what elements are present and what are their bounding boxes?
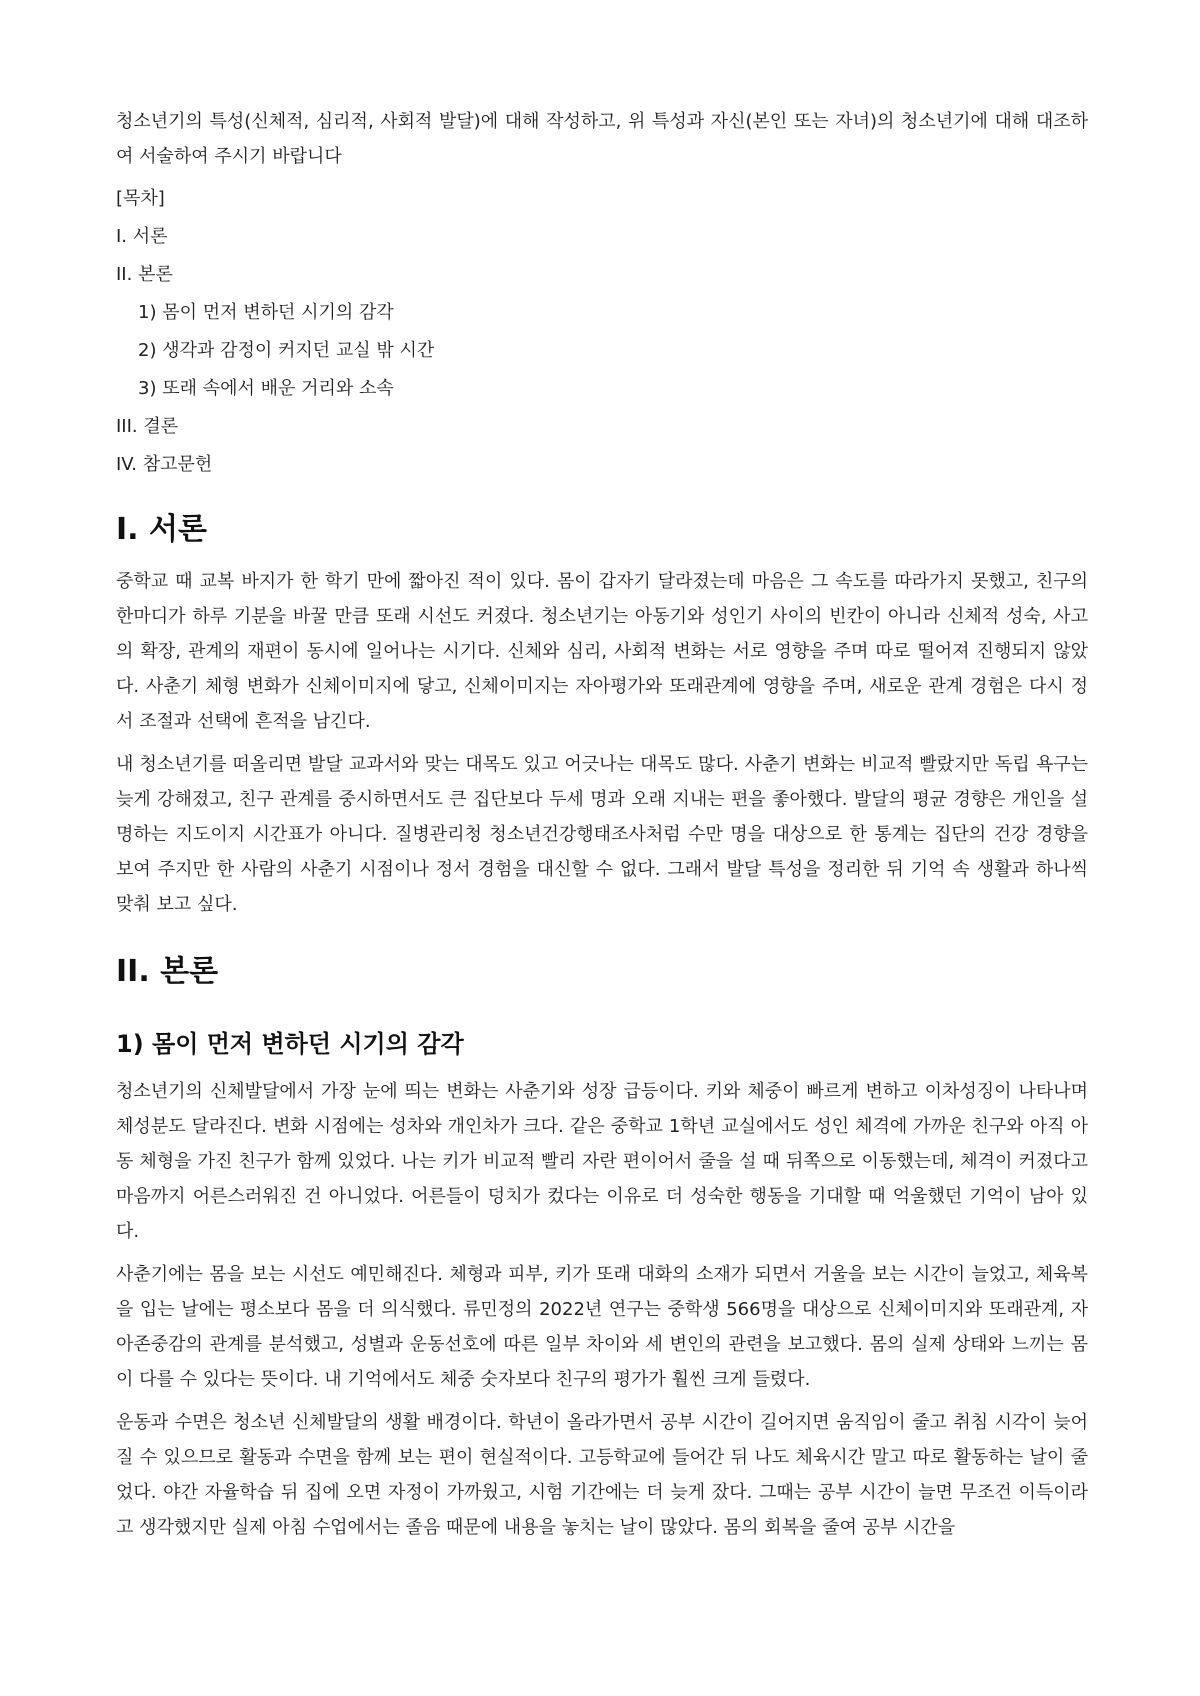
toc-item-body-2: 2) 생각과 감정이 커지던 교실 밖 시간 [138,340,435,361]
section-title-intro: I. 서론 [116,512,207,547]
toc-item-intro: I. 서론 [116,226,168,247]
intro-paragraph: 내 청소년기를 떠올리면 발달 교과서와 맞는 대목도 있고 어긋나는 대목도 많다. 사춘기 변화는 비교적 빨랐지만 독립 욕구는 늦게 강해졌고, 친구 관계를 중시하면서도 큰 집단보다 두세 명과 오래 지내는 편을 좋아했다. 발달의 평균 경향은 개인을 설명하는 지도이지 시간표가 아니다. 질병관리청 청소년건강행태조사처럼 수만 명을 대상으로 한 통계는 집단의 건강 경향을 보여 주지만 한 사람의 사춘기 시점이나 정서 경험을 대신할 수 없다. 그래서 발달 특성을 정리한 뒤 기억 속 생활과 하나씩 맞춰 보고 싶다. [116,754,1088,915]
toc-item-body-1: 1) 몸이 먼저 변하던 시기의 감각 [138,302,394,323]
table-of-contents [116,184,1088,480]
assignment-prompt: 청소년기의 특성(신체적, 심리적, 사회적 발달)에 대해 작성하고, 위 특성과 자신(본인 또는 자녀)의 청소년기에 대해 대조하여 서술하여 주시기 바랍니다 [116,111,1088,167]
body-paragraph: 사춘기에는 몸을 보는 시선도 예민해진다. 체형과 피부, 키가 또래 대화의 소재가 되면서 거울을 보는 시간이 늘었고, 체육복을 입는 날에는 평소보다 몸을 더 의식했다. 류민정의 2022년 연구는 중학생 566명을 대상으로 신체이미지와 또래관계, 자아존중감의 관계를 분석했고, 성별과 운동선호에 따른 일부 차이와 세 변인의 관련을 보고했다. 몸의 실제 상태와 느끼는 몸이 다를 수 있다는 뜻이다. 내 기억에서도 체중 숫자보다 친구의 평가가 훨씬 크게 들렸다. [116,1264,1088,1390]
toc-list [116,222,1088,480]
body-paragraph: 청소년기의 신체발달에서 가장 눈에 띄는 변화는 사춘기와 성장 급등이다. 키와 체중이 빠르게 변하고 이차성징이 나타나며 체성분도 달라진다. 변화 시점에는 성차와 개인차가 크다. 같은 중학교 1학년 교실에서도 성인 체격에 가까운 친구와 아직 아동 체형을 가진 친구가 함께 있었다. 나는 키가 비교적 빨리 자란 편이어서 줄을 설 때 뒤쪽으로 이동했는데, 체격이 커졌다고 마음까지 어른스러워진 건 아니었다. 어른들이 덩치가 컸다는 이유로 더 성숙한 행동을 기대할 때 억울했던 기억이 남아 있다. [116,1081,1088,1242]
toc-item-body-3: 3) 또래 속에서 배운 거리와 소속 [138,378,394,399]
intro-paragraph: 중학교 때 교복 바지가 한 학기 만에 짧아진 적이 있다. 몸이 갑자기 달라졌는데 마음은 그 속도를 따라가지 못했고, 친구의 한마디가 하루 기분을 바꿀 만큼 또래 시선도 커졌다. 청소년기는 아동기와 성인기 사이의 빈칸이 아니라 신체적 성숙, 사고의 확장, 관계의 재편이 동시에 일어나는 시기다. 신체와 심리, 사회적 변화는 서로 영향을 주며 따로 떨어져 진행되지 않았다. 사춘기 체형 변화가 신체이미지에 닿고, 신체이미지는 자아평가와 또래관계에 영향을 주며, 새로운 관계 경험은 다시 정서 조절과 선택에 흔적을 남긴다. [116,571,1088,732]
toc-item-references: IV. 참고문헌 [116,454,213,475]
section-title-body: II. 본론 [116,954,219,989]
toc-item-body: II. 본론 [116,264,173,285]
subsection-title-1: 1) 몸이 먼저 변하던 시기의 감각 [116,1030,464,1058]
body-paragraph: 운동과 수면은 청소년 신체발달의 생활 배경이다. 학년이 올라가면서 공부 시간이 길어지면 움직임이 줄고 취침 시각이 늦어질 수 있으므로 활동과 수면을 함께 보는 편이 현실적이다. 고등학교에 들어간 뒤 나도 체육시간 말고 따로 활동하는 날이 줄었다. 야간 자율학습 뒤 집에 오면 자정이 가까웠고, 시험 기간에는 더 늦게 잤다. 그때는 공부 시간이 늘면 무조건 이득이라고 생각했지만 실제 아침 수업에서는 졸음 때문에 내용을 놓치는 날이 많았다. 몸의 회복을 줄여 공부 시간을 [116,1412,1088,1538]
toc-heading: [목차] [116,188,165,209]
toc-item-conclusion: III. 결론 [116,416,179,437]
